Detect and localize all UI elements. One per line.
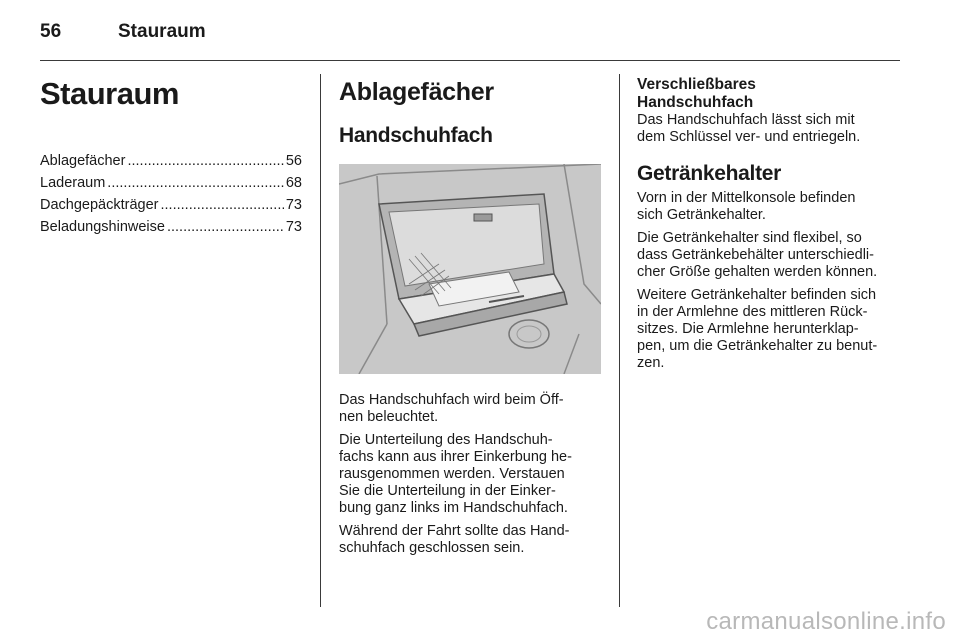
toc-entry-label: Laderaum [40, 175, 106, 191]
header-rule [40, 60, 900, 61]
toc-entry-label: Beladungshinweise [40, 219, 165, 235]
paragraph: Die Getränkehalter sind flexibel, so dass Getränkebehälter unterschiedli- cher Größe gehalten werden können. [637, 230, 878, 280]
toc-entry-page: 73 [285, 197, 302, 213]
column-cupholder [637, 66, 903, 378]
chapter-title: Stauraum [40, 76, 179, 111]
running-title: Stauraum [118, 21, 206, 42]
table-of-contents [40, 150, 302, 238]
paragraph: Das Handschuhfach wird beim Öff- nen beleuchtet. [339, 392, 564, 425]
toc-leader [167, 216, 284, 238]
toc-entry-page: 68 [285, 175, 302, 191]
column-divider-1 [320, 74, 321, 607]
toc-entry[interactable] [40, 216, 302, 238]
watermark: carmanualsonline.info [706, 608, 946, 635]
toc-entry[interactable] [40, 150, 302, 172]
column-glovebox [339, 66, 603, 563]
toc-entry-page: 73 [285, 219, 302, 235]
glovebox-illustration [339, 164, 601, 374]
column-divider-2 [619, 74, 620, 607]
toc-leader [107, 172, 284, 194]
column-toc [40, 66, 302, 238]
section-title: Getränkehalter [637, 162, 782, 185]
toc-leader [127, 150, 283, 172]
paragraph: Das Handschuhfach lässt sich mit dem Schlüssel ver- und entriegeln. [637, 112, 861, 145]
page-number: 56 [40, 21, 62, 42]
toc-leader [161, 194, 284, 216]
paragraph: Die Unterteilung des Handschuh- fachs kann aus ihrer Einkerbung he- rausgenommen werden. Verstauen Sie die Unterteilung in der Einker- bung ganz links im Handschuhfach. [339, 432, 572, 516]
glovebox-text [339, 392, 603, 557]
paragraph: Vorn in der Mittelkonsole befinden sich Getränkehalter. [637, 190, 856, 223]
toc-entry[interactable] [40, 194, 302, 216]
subsection-title: Handschuhfach [339, 124, 493, 147]
toc-entry-label: Ablagefächer [40, 153, 126, 169]
section-title: Ablagefächer [339, 78, 494, 106]
paragraph: Während der Fahrt sollte das Hand- schuhfach geschlossen sein. [339, 523, 570, 556]
toc-entry-label: Dachgepäckträger [40, 197, 159, 213]
paragraph: Weitere Getränkehalter befinden sich in der Armlehne des mittleren Rück- sitzes. Die Armlehne herunterklap- pen, um die Getränkehalter zu benut- zen. [637, 287, 878, 371]
toc-entry-page: 56 [285, 153, 302, 169]
toc-entry[interactable] [40, 172, 302, 194]
lockable-glovebox-heading: Verschließbares Handschuhfach [637, 76, 756, 111]
